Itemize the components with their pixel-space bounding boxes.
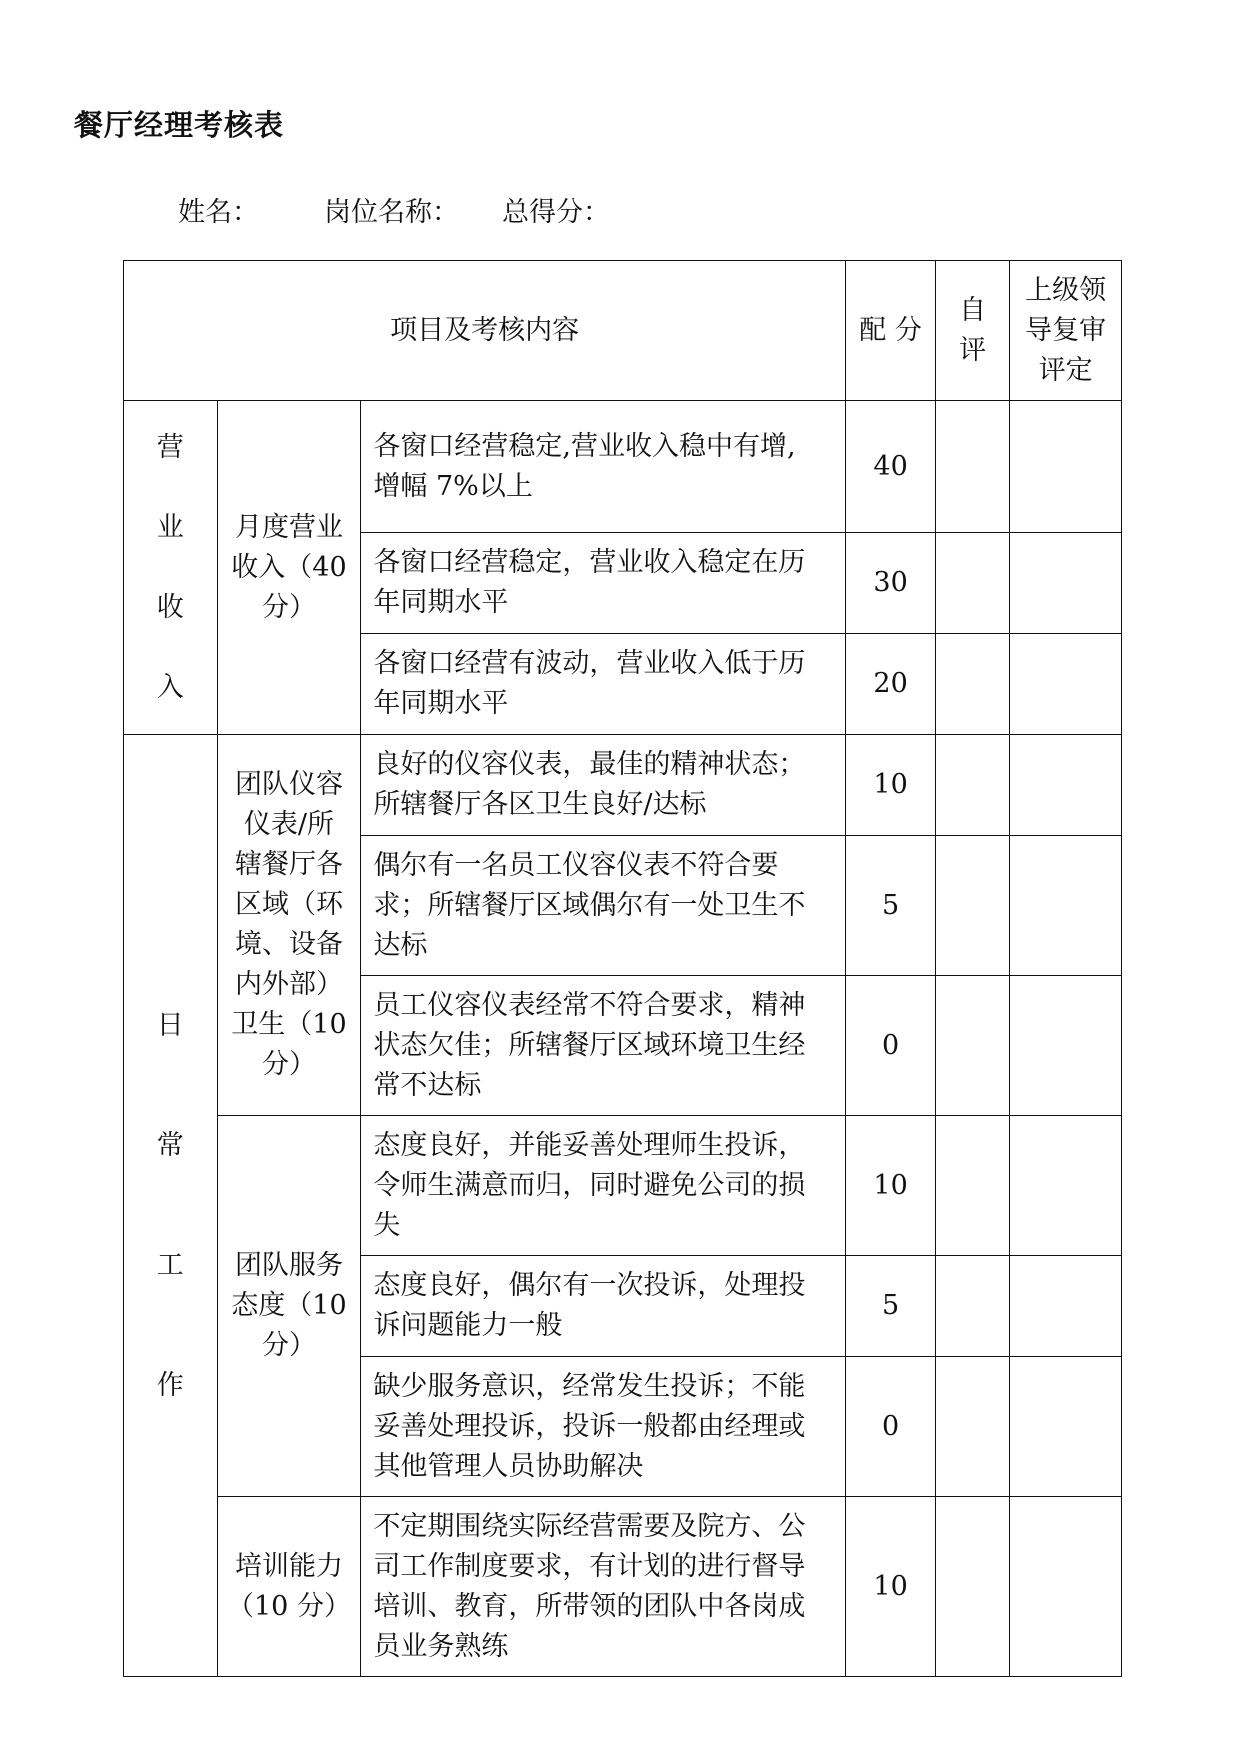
- score-value: 5: [846, 836, 936, 976]
- criteria-text: 偶尔有一名员工仪容仪表不符合要 求；所辖餐厅区域偶尔有一处卫生不 达标: [361, 836, 846, 976]
- criteria-text: 态度良好，并能妥善处理师生投诉， 令师生满意而归，同时避免公司的损 失: [361, 1116, 846, 1256]
- name-label: 姓名：: [178, 197, 259, 228]
- header-self-text: 自 评: [959, 294, 987, 366]
- document-title: 餐厅经理考核表: [74, 108, 285, 142]
- self-evaluation-cell[interactable]: [935, 735, 1009, 836]
- assessment-table: [123, 260, 1122, 1677]
- superior-review-cell[interactable]: [1010, 976, 1122, 1116]
- superior-review-cell[interactable]: [1010, 1256, 1122, 1357]
- criteria-text: 缺少服务意识，经常发生投诉；不能 妥善处理投诉，投诉一般都由经理或 其他管理人员协助解决: [361, 1357, 846, 1497]
- score-value: 30: [846, 533, 936, 634]
- category-name: 日 常 工 作: [156, 1009, 184, 1401]
- header-item: 项目及考核内容: [124, 261, 846, 401]
- score-value: 0: [846, 976, 936, 1116]
- self-evaluation-cell[interactable]: [935, 1357, 1009, 1497]
- criteria-text: 各窗口经营稳定，营业收入稳定在历 年同期水平: [361, 533, 846, 634]
- total-score-label: 总得分：: [502, 197, 610, 228]
- self-evaluation-cell[interactable]: [935, 976, 1009, 1116]
- header-score: 配 分: [846, 261, 936, 401]
- superior-review-cell[interactable]: [1010, 735, 1122, 836]
- criteria-text: 各窗口经营有波动，营业收入低于历 年同期水平: [361, 634, 846, 735]
- table-row: [124, 1497, 1122, 1677]
- table-row: [124, 1116, 1122, 1256]
- self-evaluation-cell[interactable]: [935, 533, 1009, 634]
- superior-review-cell[interactable]: [1010, 1497, 1122, 1677]
- header-self: [935, 261, 1009, 401]
- score-value: 10: [846, 1497, 936, 1677]
- superior-review-cell[interactable]: [1010, 401, 1122, 533]
- header-superior: [1010, 261, 1122, 401]
- self-evaluation-cell[interactable]: [935, 1497, 1009, 1677]
- superior-review-cell[interactable]: [1010, 1116, 1122, 1256]
- criteria-text: 各窗口经营稳定,营业收入稳中有增, 增幅 7%以上: [361, 401, 846, 533]
- self-evaluation-cell[interactable]: [935, 634, 1009, 735]
- table-row: [124, 735, 1122, 836]
- score-value: 40: [846, 401, 936, 533]
- score-value: 20: [846, 634, 936, 735]
- header-superior-text: 上级领 导复审 评定: [1025, 274, 1107, 386]
- subcategory-name: 团队仪容 仪表/所 辖餐厅各 区域（环 境、设备 内外部） 卫生（10 分）: [217, 735, 361, 1116]
- score-value: 5: [846, 1256, 936, 1357]
- subcategory-name: 团队服务 态度（10 分）: [217, 1116, 361, 1497]
- table-row: [124, 401, 1122, 533]
- self-evaluation-cell[interactable]: [935, 1116, 1009, 1256]
- header-row: [124, 261, 1122, 401]
- self-evaluation-cell[interactable]: [935, 836, 1009, 976]
- superior-review-cell[interactable]: [1010, 1357, 1122, 1497]
- criteria-text: 态度良好，偶尔有一次投诉，处理投 诉问题能力一般: [361, 1256, 846, 1357]
- self-evaluation-cell[interactable]: [935, 1256, 1009, 1357]
- position-label: 岗位名称：: [324, 197, 459, 228]
- superior-review-cell[interactable]: [1010, 533, 1122, 634]
- category-name: 营 业 收 入: [156, 431, 184, 703]
- subcategory-name: 培训能力 （10 分）: [217, 1497, 361, 1677]
- criteria-text: 不定期围绕实际经营需要及院方、公 司工作制度要求，有计划的进行督导 培训、教育，所带领的团队中各岗成 员业务熟练: [361, 1497, 846, 1677]
- criteria-text: 良好的仪容仪表，最佳的精神状态； 所辖餐厅各区卫生良好/达标: [361, 735, 846, 836]
- superior-review-cell[interactable]: [1010, 836, 1122, 976]
- category-cell: [124, 401, 218, 735]
- superior-review-cell[interactable]: [1010, 634, 1122, 735]
- subcategory-name: 月度营业 收入（40 分）: [217, 401, 361, 735]
- score-value: 10: [846, 735, 936, 836]
- score-value: 10: [846, 1116, 936, 1256]
- self-evaluation-cell[interactable]: [935, 401, 1009, 533]
- criteria-text: 员工仪容仪表经常不符合要求，精神 状态欠佳；所辖餐厅区域环境卫生经 常不达标: [361, 976, 846, 1116]
- score-value: 0: [846, 1357, 936, 1497]
- category-cell: [124, 735, 218, 1677]
